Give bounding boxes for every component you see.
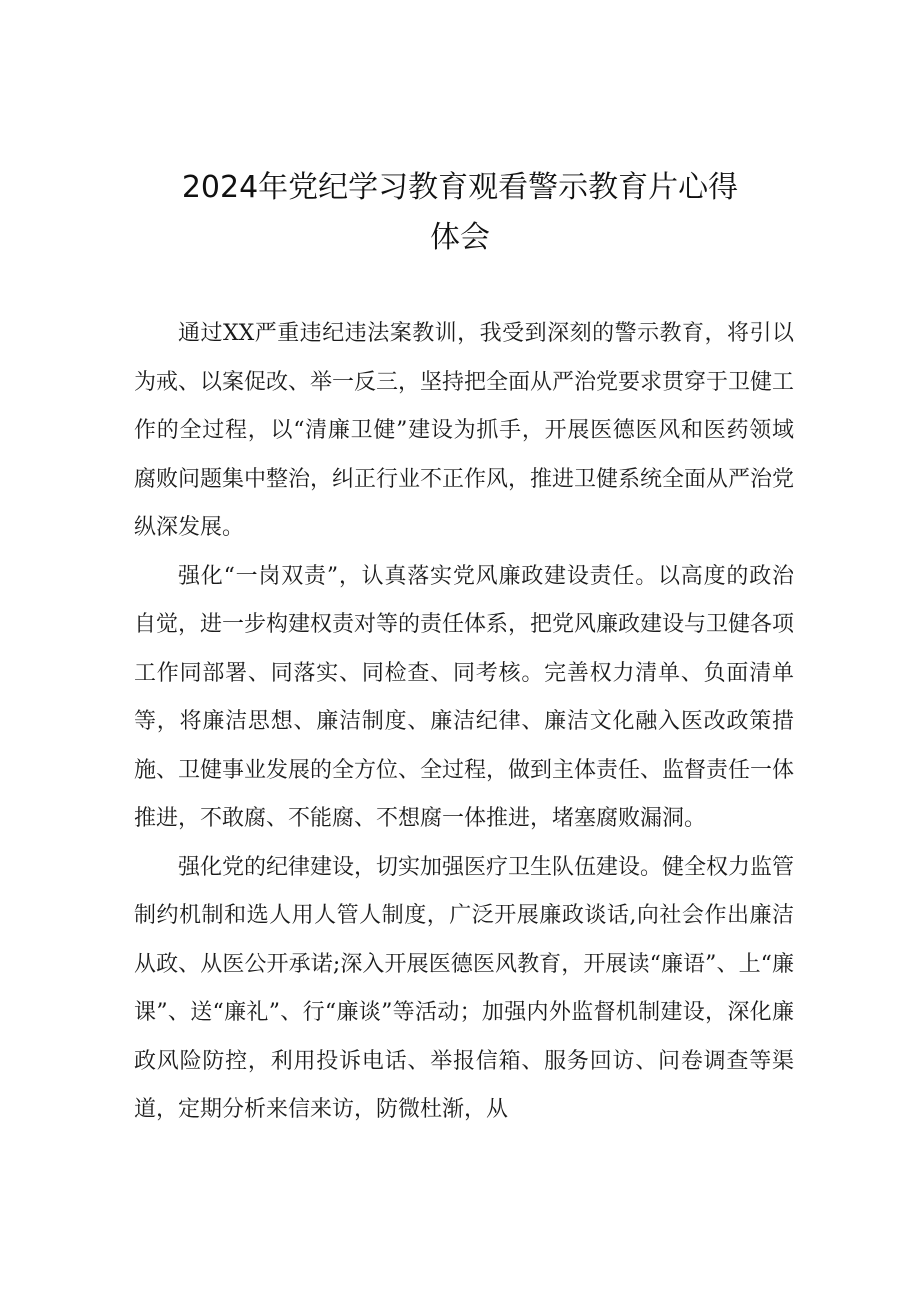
- paragraph-3: 强化党的纪律建设，切实加强医疗卫生队伍建设。健全权力监管制约机制和选人用人管人制度，广泛开展廉政谈话,向社会作出廉洁从政、从医公开承诺;深入开展医德医风教育，开展读“廉语”、上“廉课”、送“廉礼”、行“廉谈”等活动；加强内外监督机制建设，深化廉政风险防控，利用投诉电话、举报信箱、服务回访、问卷调查等渠道，定期分析来信来访，防微杜渐，从: [134, 854, 795, 1122]
- document-title-line-2: 体会: [430, 220, 490, 255]
- paragraph-2: 强化“一岗双责”，认真落实党风廉政建设责任。以高度的政治自觉，进一步构建权责对等的责任体系，把党风廉政建设与卫健各项工作同部署、同落实、同检查、同考核。完善权力清单、负面清单等，将廉洁思想、廉洁制度、廉洁纪律、廉洁文化融入医改政策措施、卫健事业发展的全方位、全过程，做到主体责任、监督责任一体推进，不敢腐、不能腐、不想腐一体推进，堵塞腐败漏洞。: [134, 563, 795, 831]
- document-title-line-1: 2024年党纪学习教育观看警示教育片心得: [181, 170, 739, 205]
- paragraph-1: 通过XX严重违纪违法案教训，我受到深刻的警示教育，将引以为戒、以案促改、举一反三，坚持把全面从严治党要求贯穿于卫健工作的全过程，以“清廉卫健”建设为抓手，开展医德医风和医药领域腐败问题集中整治，纠正行业不正作风，推进卫健系统全面从严治党纵深发展。: [134, 321, 795, 540]
- document-body: [134, 310, 794, 1135]
